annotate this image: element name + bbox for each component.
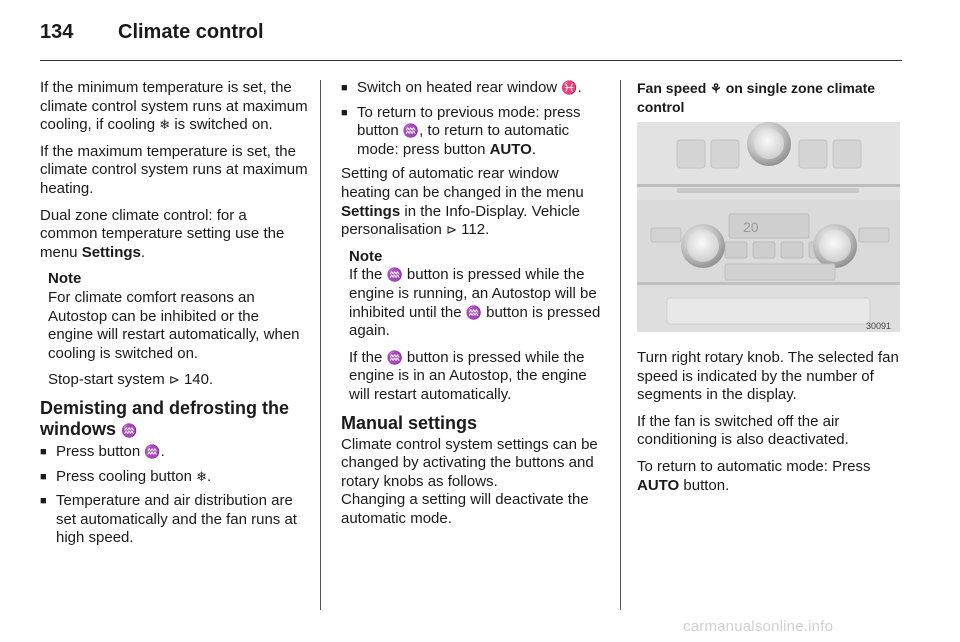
column-1 — [40, 79, 308, 554]
display-readout: 20 — [743, 219, 759, 235]
note-text: If the ♒ button is pressed while the engine is in an Autostop, the engine will restart automatically. — [349, 348, 587, 403]
defrost-icon: ♒ — [386, 267, 403, 283]
note-heading: Note — [349, 247, 383, 265]
paragraph: If the fan is switched off the air conditioning is also deactivated. — [637, 412, 849, 449]
snowflake-icon: ❄ — [159, 117, 171, 133]
list-item: ■ Press cooling button ❄. — [40, 468, 308, 487]
paragraph: Climate control system settings can be changed by activating the buttons and rotary knobs as follows. — [341, 435, 598, 490]
bullet-list — [40, 443, 308, 548]
snowflake-icon: ❄ — [196, 468, 207, 484]
list-item: ■ Switch on heated rear window ♓. — [341, 79, 607, 98]
paragraph: Dual zone climate control: for a common temperature setting use the menu Settings. — [40, 206, 285, 261]
bullet-list — [341, 79, 607, 159]
column-divider — [320, 80, 321, 610]
paragraph: Turn right rotary knob. The selected fan speed is indicated by the number of segments in the display. — [637, 349, 899, 404]
list-item: ■ Temperature and air distribution are set automatically and the fan runs at high speed. — [40, 492, 308, 548]
defrost-icon: ♒ — [386, 349, 403, 365]
note-text: If the ♒ button is pressed while the engine is running, an Autostop will be inhibited until the ♒ button is pressed again. — [349, 266, 601, 340]
column-divider — [620, 80, 621, 610]
page-number: 134 — [40, 21, 74, 43]
defrost-icon: ♒ — [465, 304, 482, 320]
paragraph: If the minimum temperature is set, the climate control system runs at maximum cooling, if cooling ❄ is switched on. — [40, 79, 308, 134]
header-rule — [40, 60, 902, 61]
defrost-icon: ♒ — [402, 123, 420, 139]
note-heading: Note — [48, 270, 82, 288]
note-block — [349, 248, 607, 405]
rear-window-heat-icon: ♓ — [561, 80, 578, 95]
column-3 — [637, 79, 905, 124]
note-text: For climate comfort reasons an Autostop can be inhibited or the engine will restart automatically, when cooling is switched on. — [48, 288, 300, 362]
reference-arrow-icon: ⊳ — [168, 372, 180, 388]
note-block — [48, 270, 308, 390]
subsection-heading: Fan speed ⚘ on single zone climate control — [637, 80, 876, 115]
paragraph: If the maximum temperature is set, the climate control system runs at maximum heating. — [40, 142, 308, 197]
section-heading: Manual settings — [341, 412, 478, 433]
reference-arrow-icon: ⊳ — [446, 222, 457, 238]
page-header — [40, 18, 900, 58]
paragraph: To return to automatic mode: Press AUTO button. — [637, 457, 871, 494]
section-title: Climate control — [118, 21, 264, 43]
column-3-text — [637, 349, 905, 503]
defrost-icon: ♒ — [144, 443, 161, 459]
section-heading: Demisting and defrosting the windows ♒ — [40, 397, 290, 439]
list-item: ■ Press button ♒. — [40, 443, 308, 462]
paragraph: Changing a setting will deactivate the automatic mode. — [341, 491, 589, 527]
defrost-icon: ♒ — [121, 422, 138, 438]
photo-id-label: 30091 — [866, 321, 892, 331]
watermark-text: carmanualsonline.info — [683, 618, 834, 635]
column-2 — [341, 79, 607, 536]
paragraph: Setting of automatic rear window heating can be changed in the menu Settings in the Info-Display. Vehicle personalisation ⊳ 112. — [341, 165, 584, 239]
note-reference: Stop-start system ⊳ 140. — [48, 371, 214, 389]
list-item: ■ To return to previous mode: press button ♒, to return to automatic mode: press button AUTO. — [341, 104, 607, 160]
fan-icon: ⚘ — [710, 81, 722, 96]
climate-control-panel-photo — [637, 122, 900, 332]
